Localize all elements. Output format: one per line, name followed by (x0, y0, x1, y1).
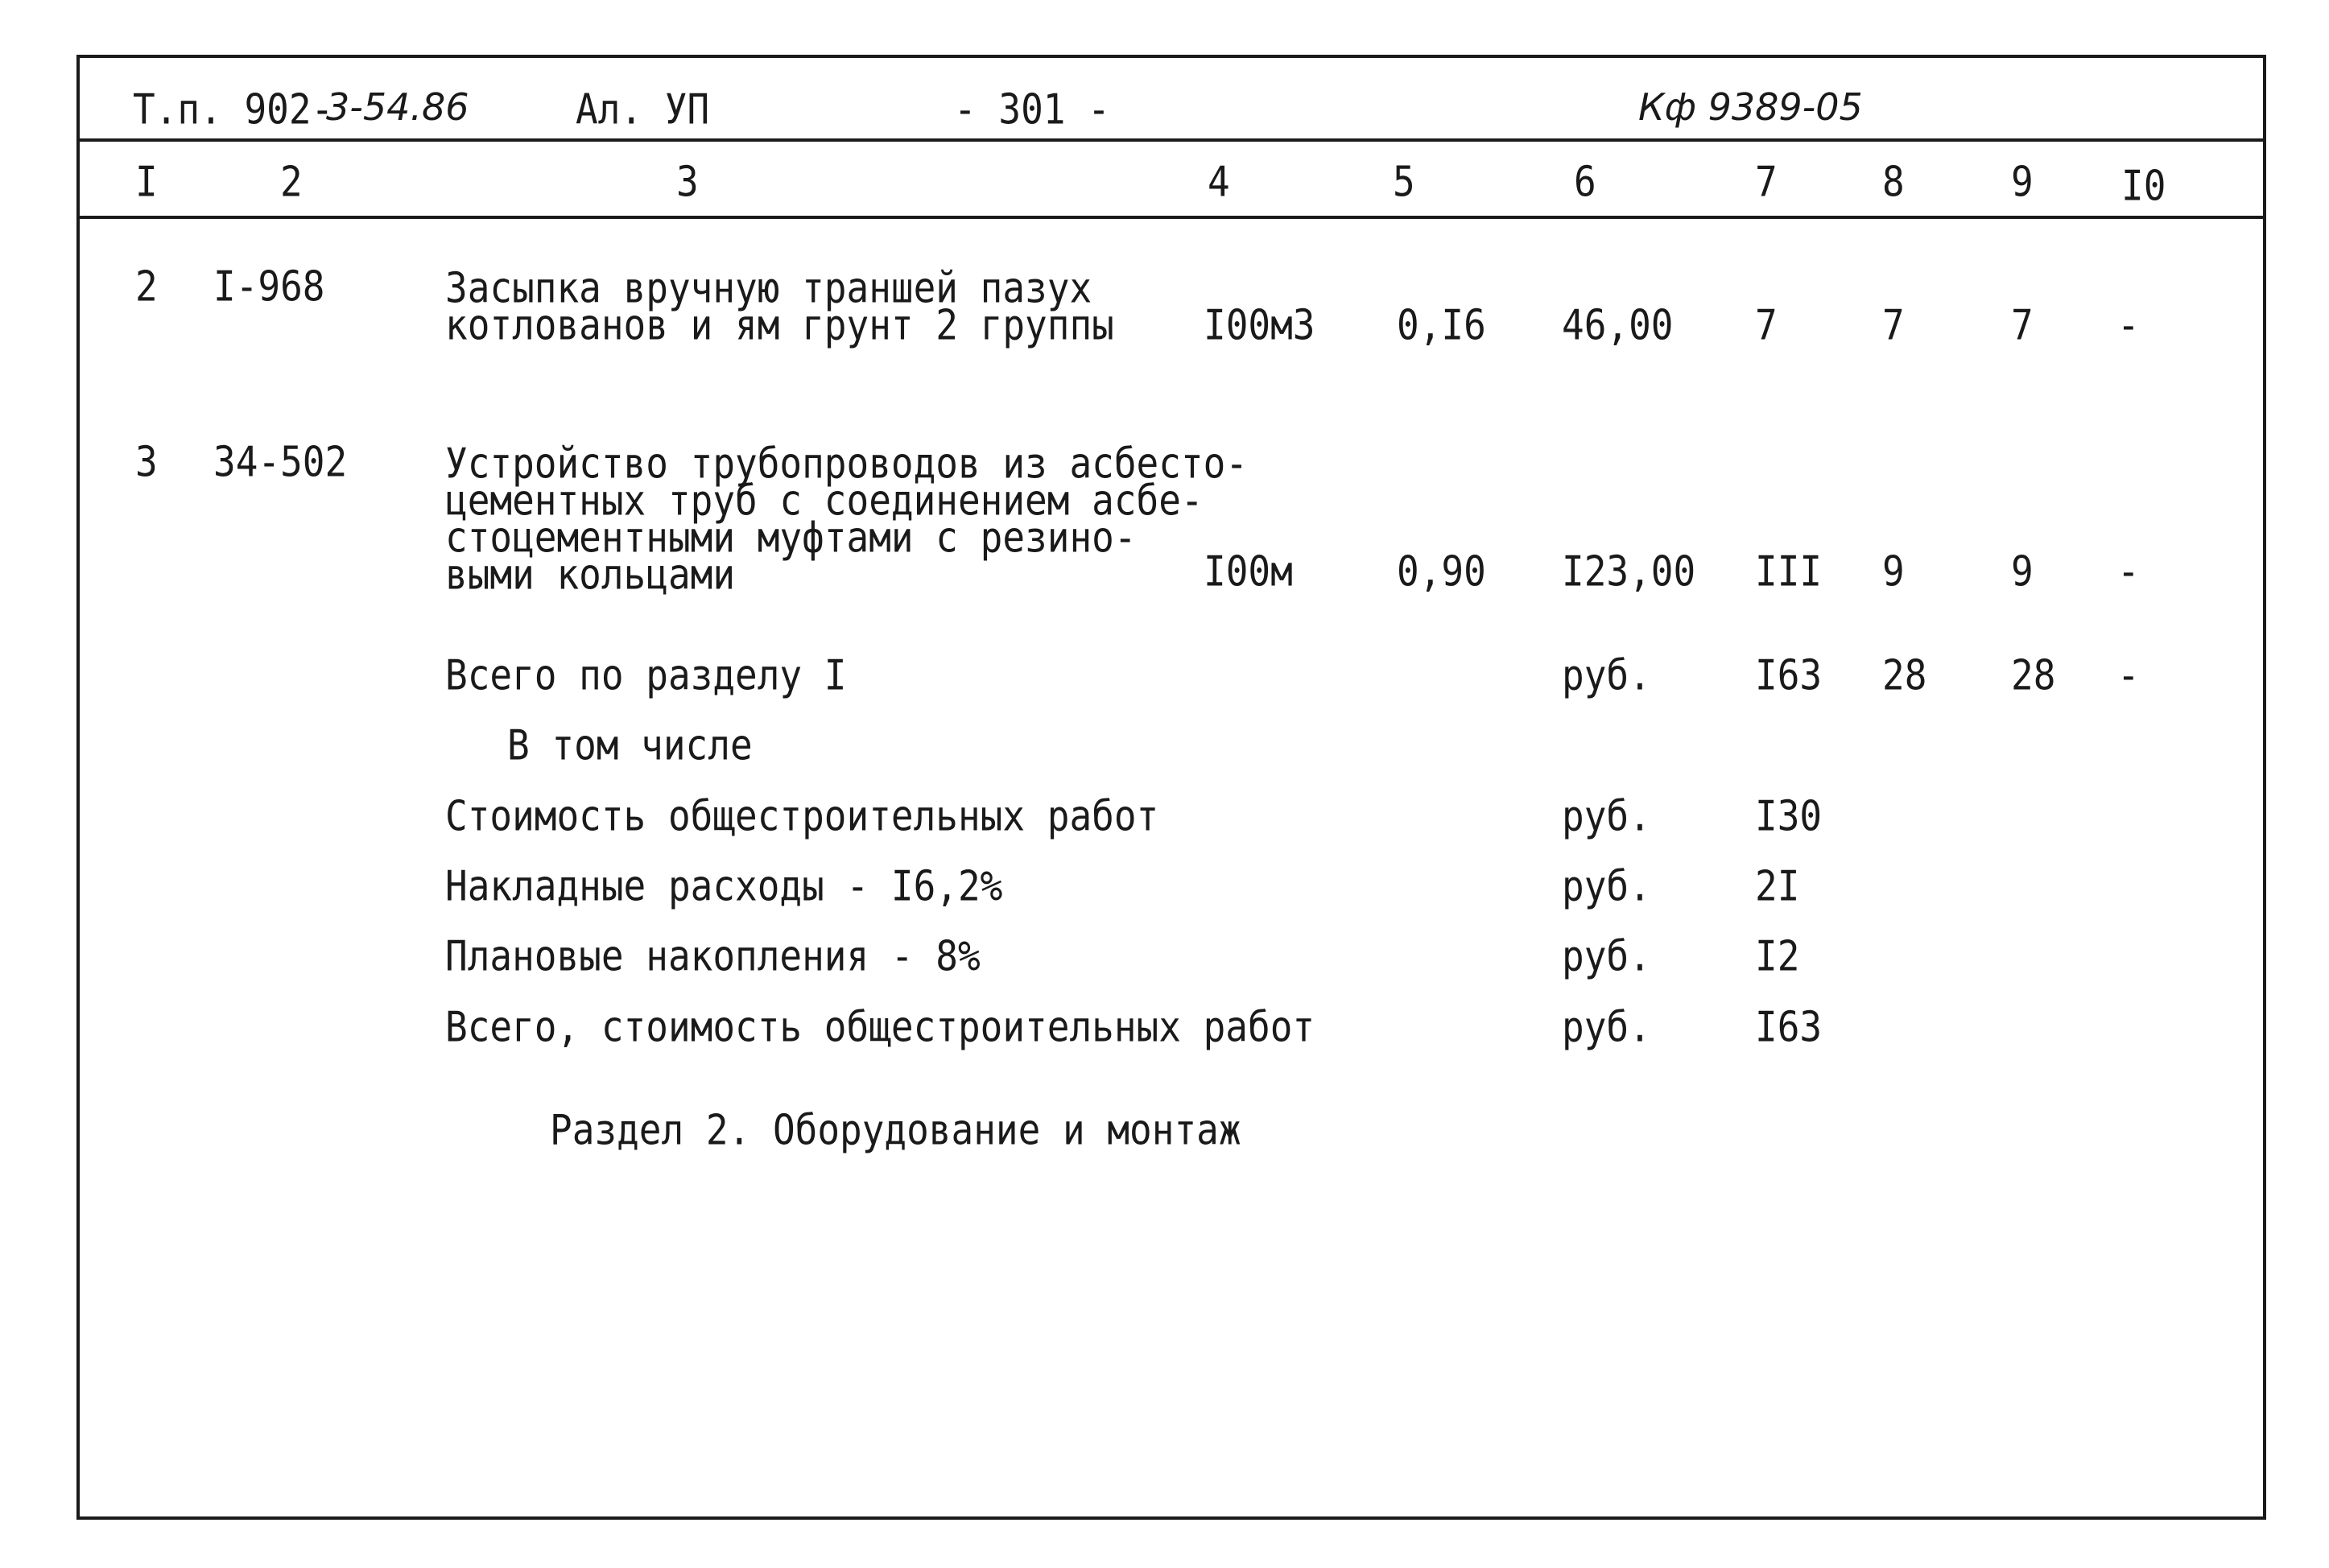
breakdown-title: В том числе (507, 720, 753, 770)
breakdown-label: Плановые накопления - 8% (445, 931, 981, 980)
column-header-3: 3 (676, 157, 699, 206)
breakdown-value: I30 (1755, 791, 1823, 840)
row-col10: - (2117, 547, 2140, 596)
breakdown-value: 2I (1755, 861, 1800, 910)
row-col10: - (2117, 300, 2140, 349)
album-label: Ал. УП (576, 85, 710, 134)
column-header-6: 6 (1574, 157, 1596, 206)
section-total-unit: руб. (1562, 650, 1651, 699)
document-code: Кф 9389-05 (1638, 85, 1863, 129)
row-col9: 9 (2011, 547, 2034, 596)
row-number: 2 (135, 262, 158, 311)
row-col8: 7 (1882, 300, 1905, 349)
page-number: - 301 - (954, 85, 1110, 134)
breakdown-label: Всего, стоимость общестроительных работ (445, 1002, 1315, 1051)
project-prefix: Т.п. 902- (133, 85, 334, 134)
row-quantity: 0,I6 (1397, 300, 1486, 349)
row-unit: I00м (1204, 547, 1293, 596)
section-total-col10: - (2117, 650, 2140, 699)
row-unit: I00м3 (1204, 300, 1315, 349)
column-header-8: 8 (1882, 157, 1905, 206)
column-header-divider (76, 216, 2266, 219)
row-code: 34-502 (213, 437, 348, 486)
column-header-9: 9 (2011, 157, 2034, 206)
row-description: стоцементными муфтами с резино- (445, 513, 1137, 562)
breakdown-value: I63 (1755, 1002, 1823, 1051)
section-title: Раздел 2. Оборудование и монтаж (550, 1105, 1241, 1154)
breakdown-label: Накладные расходы - I6,2% (445, 861, 1003, 910)
breakdown-unit: руб. (1562, 861, 1651, 910)
row-description: Засыпка вручную траншей пазух (445, 263, 1092, 312)
column-header-1: I (135, 157, 158, 206)
row-col8: 9 (1882, 547, 1905, 596)
breakdown-unit: руб. (1562, 1002, 1651, 1051)
row-col7: III (1755, 547, 1823, 596)
column-header-5: 5 (1393, 157, 1415, 206)
project-number: 3-54.86 (326, 85, 469, 129)
row-code: I-968 (213, 262, 325, 311)
section-total-col8: 28 (1882, 650, 1927, 699)
row-description: Устройство трубопроводов из асбесто- (445, 439, 1248, 488)
document-frame (76, 55, 2266, 1520)
header-divider (76, 138, 2266, 142)
row-quantity: 0,90 (1397, 547, 1486, 596)
row-description: цементных труб с соединением асбе- (445, 476, 1204, 525)
row-unit-price: 46,00 (1562, 300, 1674, 349)
row-number: 3 (135, 437, 158, 486)
breakdown-value: I2 (1755, 931, 1800, 980)
row-description: котлованов и ям грунт 2 группы (445, 300, 1114, 349)
row-description: выми кольцами (445, 550, 736, 599)
row-col7: 7 (1755, 300, 1778, 349)
row-unit-price: I23,00 (1562, 547, 1696, 596)
section-total-col7: I63 (1755, 650, 1823, 699)
section-total-label: Всего по разделу I (445, 650, 847, 699)
breakdown-label: Стоимость общестроительных работ (445, 791, 1159, 840)
row-col9: 7 (2011, 300, 2034, 349)
column-header-4: 4 (1208, 157, 1230, 206)
column-header-2: 2 (280, 157, 303, 206)
section-total-col9: 28 (2011, 650, 2056, 699)
column-header-7: 7 (1755, 157, 1778, 206)
breakdown-unit: руб. (1562, 791, 1651, 840)
column-header-10: I0 (2121, 161, 2166, 210)
breakdown-unit: руб. (1562, 931, 1651, 980)
